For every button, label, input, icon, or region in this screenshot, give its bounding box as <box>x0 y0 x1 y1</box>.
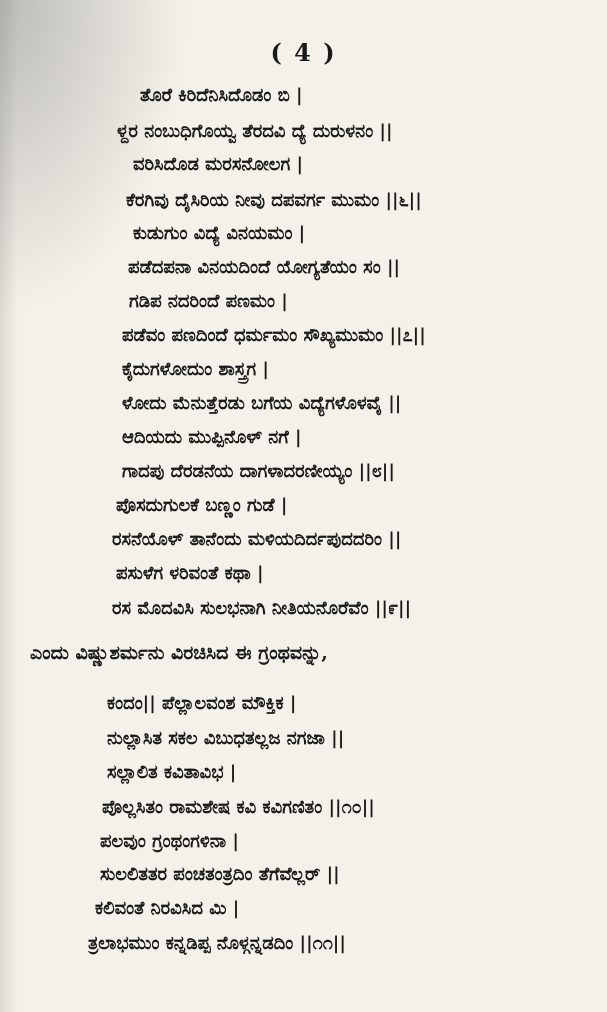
verse-line: ಸುಲಲಿತತರ ಪಂಚತಂತ್ರದಿಂ ತೆಗೆವೆಲ್ಲರ್ || <box>100 864 340 885</box>
verse-line: ರಸನೆಯೊಳ್ ತಾನೆಂದು ಮಳಿಯದಿರ್ದಪುದದರಿಂ || <box>112 529 402 550</box>
verse-line: ಳೋದು ಮೆನುತ್ತೆರಡು ಬಗೆಯ ವಿದ್ಯೆಗಳೊಳವೈ || <box>122 393 402 414</box>
verse-line: ಕಲಿವಂತೆ ನಿರವಿಸಿದ ಮಿ | <box>95 898 240 919</box>
verse-line: ಪೊಲ್ಲಸಿತಂ ರಾಮಶೇಷ ಕವಿ ಕವಿಗಣಿತಂ ||೧೦|| <box>102 797 375 818</box>
verse-line: ಪಡೆವಂ ಪಣದಿಂದೆ ಧರ್ಮಮಂ ಸೌಖ್ಯಮುಮಂ ||೭|| <box>122 325 426 346</box>
verse-line: ಕುಡುಗುಂ ವಿದ್ಯೆ ವಿನಯಮಂ | <box>133 223 306 244</box>
verse-line: ಗಾದಪು ದೆರಡನೆಯ ದಾಗಳಾದರಣೀಯ್ಯಂ ||೮|| <box>122 461 395 482</box>
verse-line: ನುಲ್ಲಾಸಿತ ಸಕಲ ವಿಬುಧತಲ್ಲಜ ನಗಜಾ || <box>107 728 345 749</box>
verse-line: ರಸ ಮೊದವಿಸಿ ಸುಲಭನಾಗಿ ನೀತಿಯನೊರೆವೆಂ ||೯|| <box>112 598 412 619</box>
verse-line: ಗಡಿಪ ನದರಿಂದೆ ಪಣಮಂ | <box>129 291 288 312</box>
verse-line: ಪಡೆದಪನಾ ವಿನಯದಿಂದೆ ಯೋಗ್ಯತೆಯಂ ಸಂ || <box>128 257 401 278</box>
verse-line: ವರಿಸಿದೊಡ ಮರಸನೋಲಗ | <box>133 154 303 175</box>
verse-line: ಪಲವುಂ ಗ್ರಂಥಂಗಳಿನಾ | <box>100 831 239 852</box>
verse-line: ಸಲ್ಲಾಲಿತ ಕವಿತಾವಿಭ | <box>107 762 237 783</box>
verse-line: ಕೈದುಗಳೋದುಂ ಶಾಸ್ತ್ರಗ | <box>122 359 269 380</box>
page-number: ( 4 ) <box>270 38 337 67</box>
verse-line: ಳ್ದರ ನಂಬುಧಿಗೊಯ್ವ ತೆರದವಿ ದ್ಯೆ ದುರುಳನಂ || <box>117 121 393 142</box>
verse-line: ಕಂದಂ|| ಪೆಲ್ಲಾಲವಂಶ ಮೌಕ್ತಿಕ | <box>107 693 297 714</box>
verse-line: ಪೊಸದುಗುಲಕೆ ಬಣ್ಣಂ ಗುಡೆ | <box>116 495 288 516</box>
prose-line: ಎಂದು ವಿಷ್ಣುಶರ್ಮನು ವಿರಚಿಸಿದ ಈ ಗ್ರಂಥವನ್ನು, <box>30 642 328 664</box>
verse-line: ಪಸುಳೆಗ ಳರಿವಂತೆ ಕಥಾ | <box>116 563 264 584</box>
verse-line: ತೊರೆ ಕಿರಿದೆನಿಸಿದೊಡಂ ಬಿ | <box>140 85 303 106</box>
verse-line: ಕೆರಗಿವು ದೈಸಿರಿಯ ನೀವು ದಪವರ್ಗ ಮುಮಂ ||೬|| <box>126 190 422 211</box>
verse-line: ತ್ರಲಾಭಮುಂ ಕನ್ನಡಿಪ್ಪ ನೊಳ್ಗನ್ನಡದಿಂ ||೧೧|| <box>88 933 346 954</box>
verse-line: ಆದಿಯದು ಮುಪ್ಪಿನೊಳ್ ನಗೆ | <box>122 427 302 448</box>
